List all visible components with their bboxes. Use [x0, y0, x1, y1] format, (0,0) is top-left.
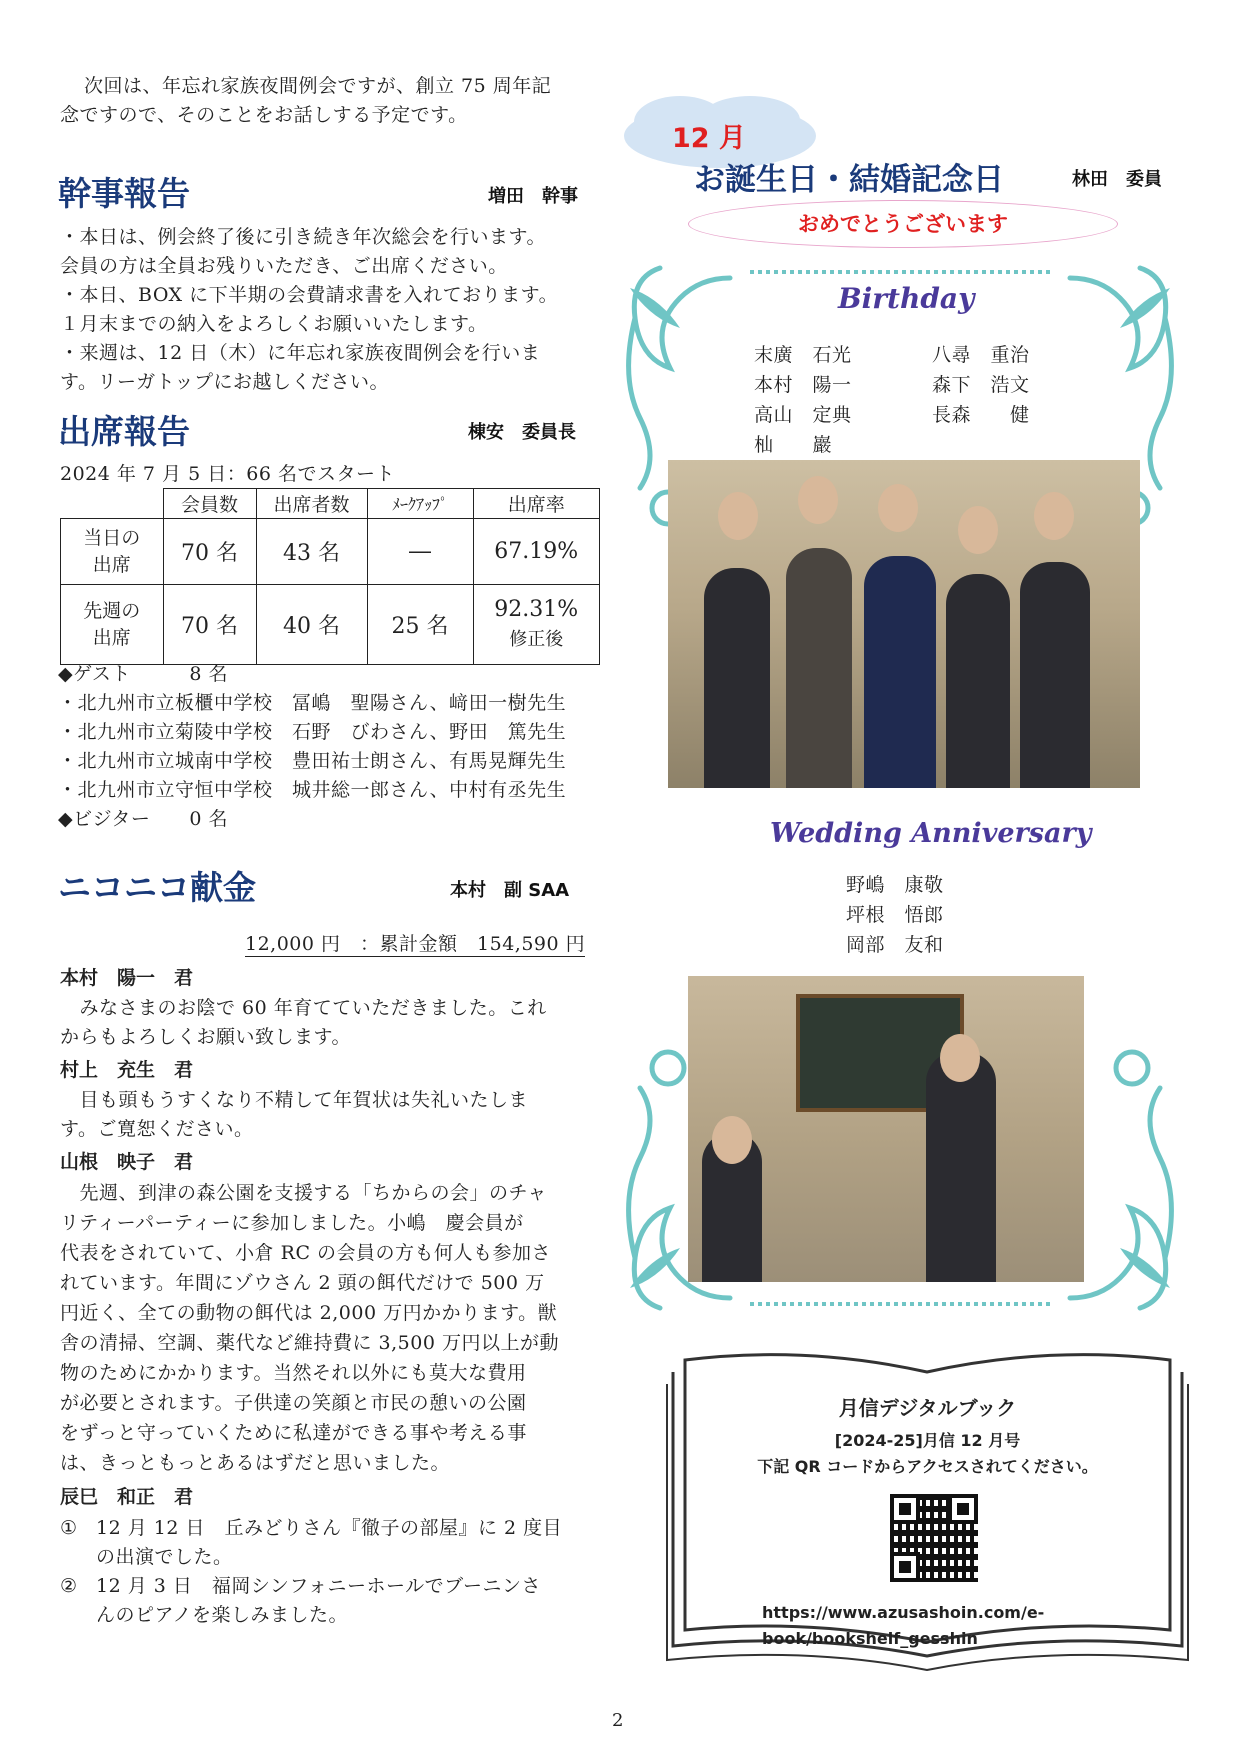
kanji-report-author: 増田 幹事: [488, 186, 578, 207]
cell-present: 40 名: [256, 585, 367, 665]
donation-entries: [60, 962, 615, 1630]
cell-makeup: ―: [367, 519, 473, 585]
donation-total: 12,000 円 ：累計金額 154,590 円: [245, 933, 586, 955]
kanji-report-body: ・本日は、例会終了後に引き続き年次総会を行います。 会員の方は全員お残りいただき、ご出席ください。 ・本日、BOX に下半期の会費請求書を入れております。 １月末までの納入をよろしくお願いいたします。 ・来週は、12 日（木）に年忘れ家族夜間例会を行いま す。リーガトップにお越しください。: [60, 226, 559, 393]
list-item: ② 12 月 3 日 福岡シンフォニーホールでブーニンさ: [60, 1575, 542, 1597]
digital-book-issue: [2024-25]月信 12 月号: [834, 1431, 1021, 1450]
birthday-photo: [668, 460, 1140, 788]
cell-makeup: 25 名: [367, 585, 473, 665]
donor-list: ① 12 月 12 日 丘みどりさん『徹子の部屋』に 2 度目 の出演でした。 ② 12 月 3 日 福岡シンフォニーホールでブーニンさ んのピアノを楽しみました。: [60, 1514, 615, 1630]
donor-message: みなさまのお陰で 60 年育てていただきました。これ からもよろしくお願い致します。: [60, 997, 547, 1048]
attendance-table: [60, 488, 600, 665]
donor-message: 先週、到津の森公園を支援する「ちからの会」のチャ リティーパーティーに参加しました。小嶋 慶会員が 代表をされていて、小倉 RC の会員の方も何人も参加さ れています。年間にゾウさん 2 頭の餌代だけで 500 万 円近く、全ての動物の餌代は 2,000 万円かかります。獣 舎の清掃、空調、薬代など維持費に 3,500 万円以上が動 物のためにかかります。当然それ以外にも莫大な費用 が必要とされます。子供達の笑顔と市民の憩いの公園 をずっと守っていくために私達ができる事や考える事 は、きっともっとあるはずだと思いました。: [60, 1182, 559, 1474]
donor-name: 山根 映子 君: [60, 1151, 194, 1173]
cell-members: 70 名: [163, 519, 256, 585]
attendance-title: 出席報告: [58, 412, 190, 451]
cell-present: 43 名: [256, 519, 367, 585]
kanji-report-title: 幹事報告: [58, 174, 190, 213]
cell-members: 70 名: [163, 585, 256, 665]
header-members: 会員数: [163, 489, 256, 519]
digital-book-instruction: 下記 QR コードからアクセスされてください。: [757, 1457, 1098, 1476]
birthday-names-col1: 末廣 石光 本村 陽一 高山 定典 杣 巖: [754, 344, 852, 456]
digital-book-title: 月信デジタルブック: [838, 1396, 1017, 1420]
nikoniko-author: 本村 副 SAA: [450, 880, 570, 901]
donor-name: 本村 陽一 君: [60, 967, 194, 989]
wedding-names: 野嶋 康敬 坪根 悟郎 岡部 友和: [846, 874, 944, 956]
attendance-start-line: 2024 年 7 月 5 日：66 名でスタート: [60, 463, 395, 485]
attendance-header-row: [61, 489, 600, 519]
birthday-label: Birthday: [838, 282, 975, 315]
congrats-banner: おめでとうございます: [688, 200, 1118, 248]
month-label: 12 月: [672, 123, 746, 154]
qr-code[interactable]: [890, 1494, 978, 1582]
digital-book-url[interactable]: https://www.azusashoin.com/e- book/bookshelf_gesshin: [762, 1603, 1045, 1648]
donor-message: 目も頭もうすくなり不精して年賀状は失礼いたしま す。ご寛恕ください。: [60, 1089, 529, 1140]
list-item: ① 12 月 12 日 丘みどりさん『徹子の部屋』に 2 度目: [60, 1517, 563, 1539]
donor-name: 辰巳 和正 君: [60, 1486, 194, 1508]
attendance-row-lastweek: [61, 585, 600, 665]
celebration-author: 林田 委員: [1072, 169, 1162, 190]
donor-name: 村上 充生 君: [60, 1059, 194, 1081]
table-corner: [61, 489, 164, 519]
header-present: 出席者数: [256, 489, 367, 519]
attendance-row-today: [61, 519, 600, 585]
page-number: 2: [612, 1710, 624, 1731]
wedding-photo: [688, 976, 1084, 1282]
attendance-author: 棟安 委員長: [468, 422, 576, 443]
nikoniko-title: ニコニコ献金: [58, 868, 256, 907]
birthday-names-col2: 八尋 重治 森下 浩文 長森 健: [932, 344, 1030, 426]
header-rate: 出席率: [473, 489, 600, 519]
guest-list: ◆ゲスト 8 名 ・北九州市立板櫃中学校 冨嶋 聖陽さん、﨑田一樹先生 ・北九州市立菊陵中学校 石野 びわさん、野田 篤先生 ・北九州市立城南中学校 豊田祐士朗さん、有馬晃輝先生 ・北九州市立守恒中学校 城井総一郎さん、中村有丞先生 ◆ビジター 0 名: [58, 663, 567, 830]
celebration-title: お誕生日・結婚記念日: [694, 162, 1004, 198]
intro-paragraph: 次回は、年忘れ家族夜間例会ですが、創立 75 周年記 念ですので、そのことをお話しする予定です。: [60, 75, 552, 126]
row-label: 先週の 出席: [61, 585, 164, 665]
cell-rate: 67.19%: [473, 519, 600, 585]
wedding-label: Wedding Anniversary: [770, 818, 1092, 849]
cell-rate: 92.31% 修正後: [473, 585, 600, 665]
header-makeup: ﾒｰｸｱｯﾌﾟ: [367, 489, 473, 519]
row-label: 当日の 出席: [61, 519, 164, 585]
